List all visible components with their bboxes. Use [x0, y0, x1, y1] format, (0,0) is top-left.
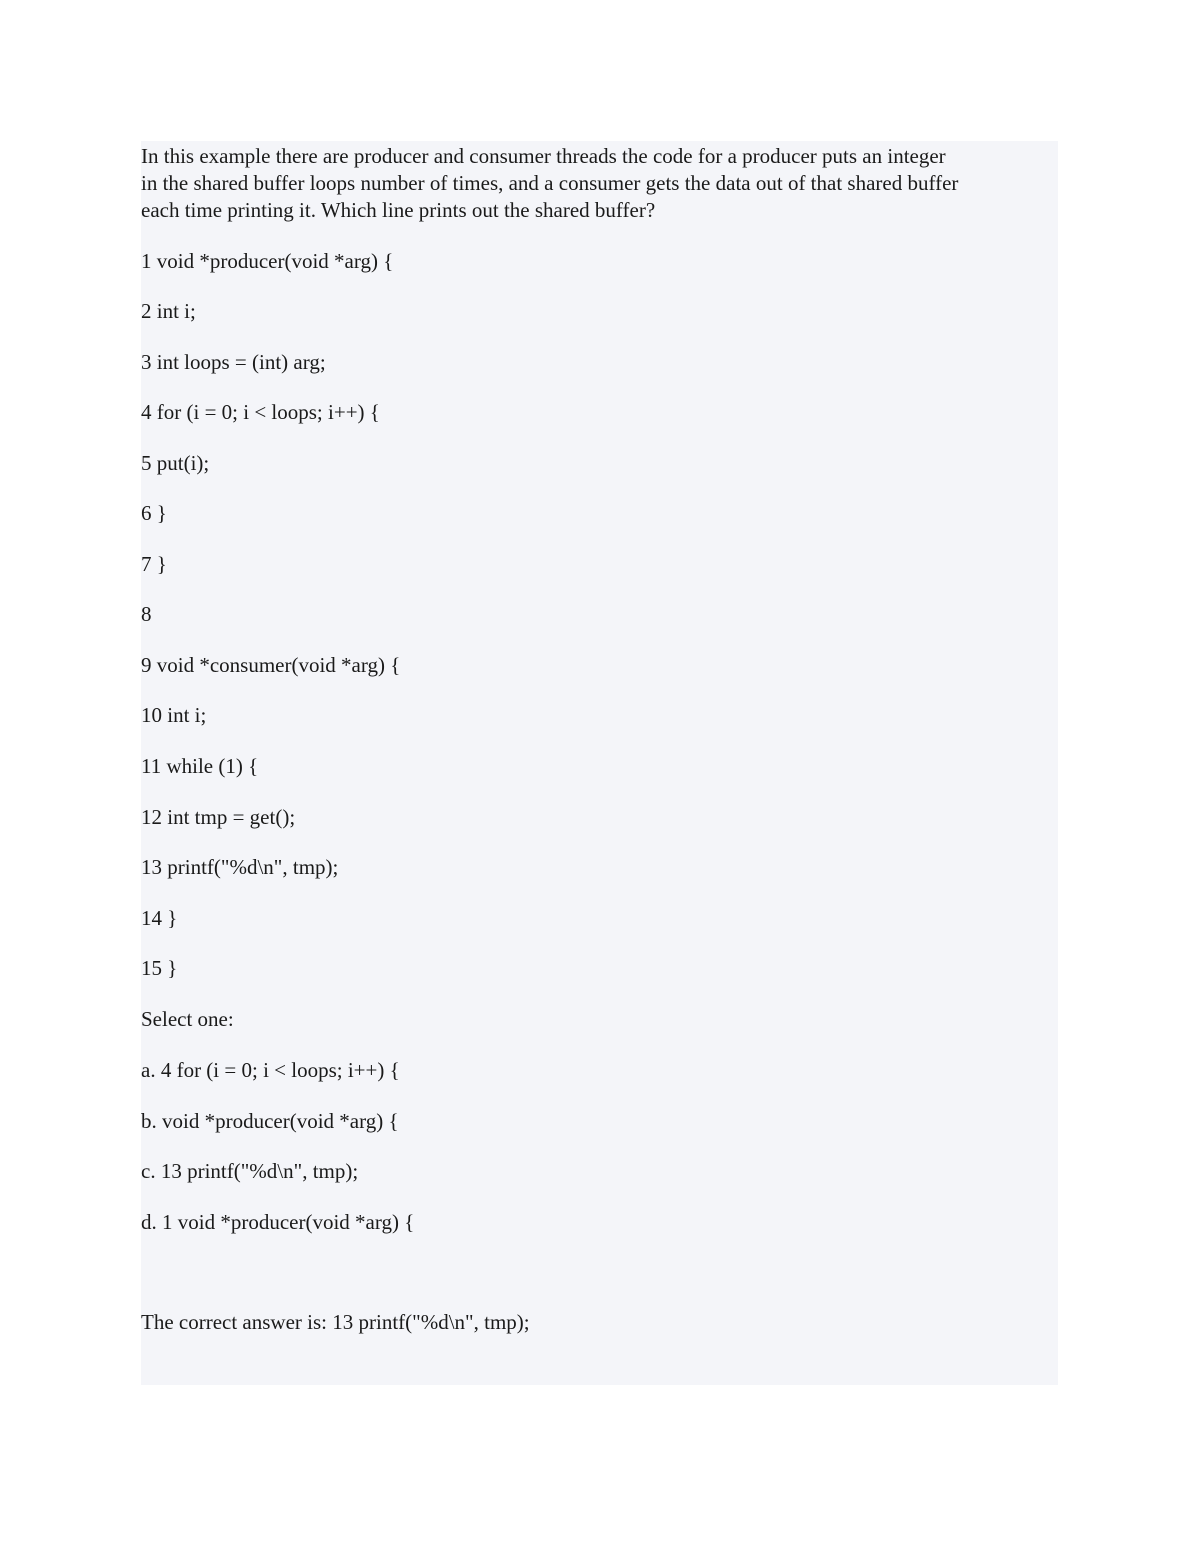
code-line-8: 8 [141, 602, 152, 626]
code-line-5: 5 put(i); [141, 451, 210, 475]
code-line-2: 2 int i; [141, 299, 196, 323]
select-one-label: Select one: [141, 1007, 234, 1031]
code-line-1: 1 void *producer(void *arg) { [141, 249, 394, 273]
code-line-12: 12 int tmp = get(); [141, 805, 296, 829]
code-line-6: 6 } [141, 501, 167, 525]
code-line-13: 13 printf("%d\n", tmp); [141, 855, 339, 879]
code-line-15: 15 } [141, 956, 178, 980]
code-line-7: 7 } [141, 552, 167, 576]
option-a[interactable]: a. 4 for (i = 0; i < loops; i++) { [141, 1058, 400, 1082]
code-line-4: 4 for (i = 0; i < loops; i++) { [141, 400, 380, 424]
correct-answer: The correct answer is: 13 printf("%d\n", tmp); [141, 1310, 530, 1334]
option-b[interactable]: b. void *producer(void *arg) { [141, 1109, 399, 1133]
question-panel [141, 141, 1058, 1385]
question-line: each time printing it. Which line prints out the shared buffer? [141, 198, 656, 222]
code-line-10: 10 int i; [141, 703, 207, 727]
question-line: in the shared buffer loops number of times, and a consumer gets the data out of that shared buffer [141, 171, 959, 195]
code-line-3: 3 int loops = (int) arg; [141, 350, 326, 374]
code-line-14: 14 } [141, 906, 178, 930]
option-d[interactable]: d. 1 void *producer(void *arg) { [141, 1210, 415, 1234]
code-line-11: 11 while (1) { [141, 754, 259, 778]
question-line: In this example there are producer and consumer threads the code for a producer puts an integer [141, 144, 946, 168]
question-text [141, 143, 1058, 224]
code-line-9: 9 void *consumer(void *arg) { [141, 653, 401, 677]
option-c[interactable]: c. 13 printf("%d\n", tmp); [141, 1159, 359, 1183]
